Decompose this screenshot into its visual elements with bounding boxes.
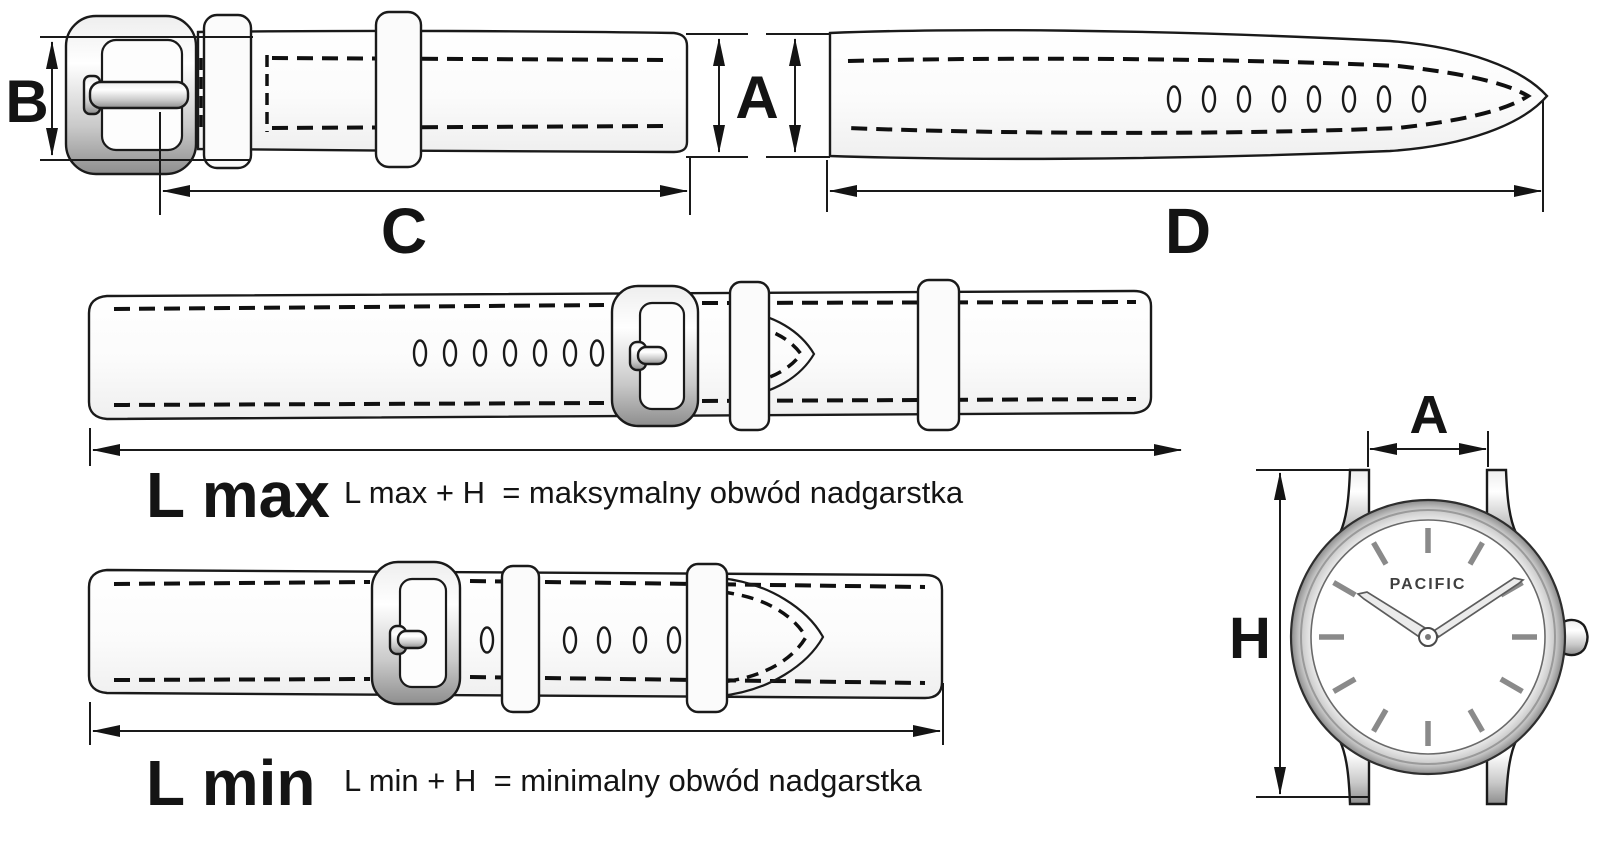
tail-piece-body	[830, 30, 1547, 159]
buckle-tongue	[90, 82, 188, 108]
hands-center-dot	[1425, 634, 1431, 640]
lmin-formula: L min + H = minimalny obwód nadgarstka	[344, 763, 922, 798]
hole	[481, 628, 493, 653]
hole	[1203, 87, 1215, 112]
tail-piece-strap-figure	[830, 30, 1547, 159]
hole	[1343, 87, 1355, 112]
lmax-label: L max	[146, 459, 330, 531]
hole	[1168, 87, 1180, 112]
dimension-a-watch	[1368, 385, 1488, 467]
hole	[534, 341, 546, 366]
dim-c-label: C	[380, 195, 428, 267]
watch-crown	[1563, 620, 1588, 655]
buckle-lmin	[372, 562, 460, 704]
dim-h-label: H	[1229, 606, 1271, 671]
dim-b-label: B	[5, 68, 49, 135]
lmax-strap-figure	[89, 280, 1181, 531]
buckle-piece-strap-body	[198, 31, 687, 152]
hole	[668, 628, 680, 653]
hole	[414, 341, 426, 366]
keeper-loose	[376, 12, 421, 167]
buckle-lmax	[612, 286, 698, 426]
hole	[444, 341, 456, 366]
watch-figure	[1229, 385, 1587, 804]
lmin-label: L min	[146, 747, 316, 819]
buckle-top-left	[66, 16, 196, 174]
keeper-fixed	[730, 282, 769, 430]
dim-d-label: D	[1164, 195, 1212, 267]
hole	[504, 341, 516, 366]
hole	[634, 628, 646, 653]
hole	[591, 341, 603, 366]
watch-brand: PACIFIC	[1389, 576, 1467, 593]
keeper-loose	[687, 564, 727, 712]
hole	[474, 341, 486, 366]
hole	[1308, 87, 1320, 112]
dim-a-straps-label: A	[735, 64, 779, 131]
keeper-fixed	[502, 566, 539, 712]
hole	[564, 628, 576, 653]
lmin-strap-figure	[89, 562, 943, 819]
dim-a-watch-label: A	[1409, 385, 1449, 445]
hole	[564, 341, 576, 366]
buckle-tongue	[638, 347, 666, 364]
hole	[598, 628, 610, 653]
hole	[1273, 87, 1285, 112]
buckle-tongue	[398, 631, 426, 648]
dimension-a-straps	[686, 34, 840, 157]
hole	[1413, 87, 1425, 112]
hole	[1378, 87, 1390, 112]
lmax-formula: L max + H = maksymalny obwód nadgarstka	[344, 475, 964, 510]
hole	[1238, 87, 1250, 112]
keeper-loose	[918, 280, 959, 430]
